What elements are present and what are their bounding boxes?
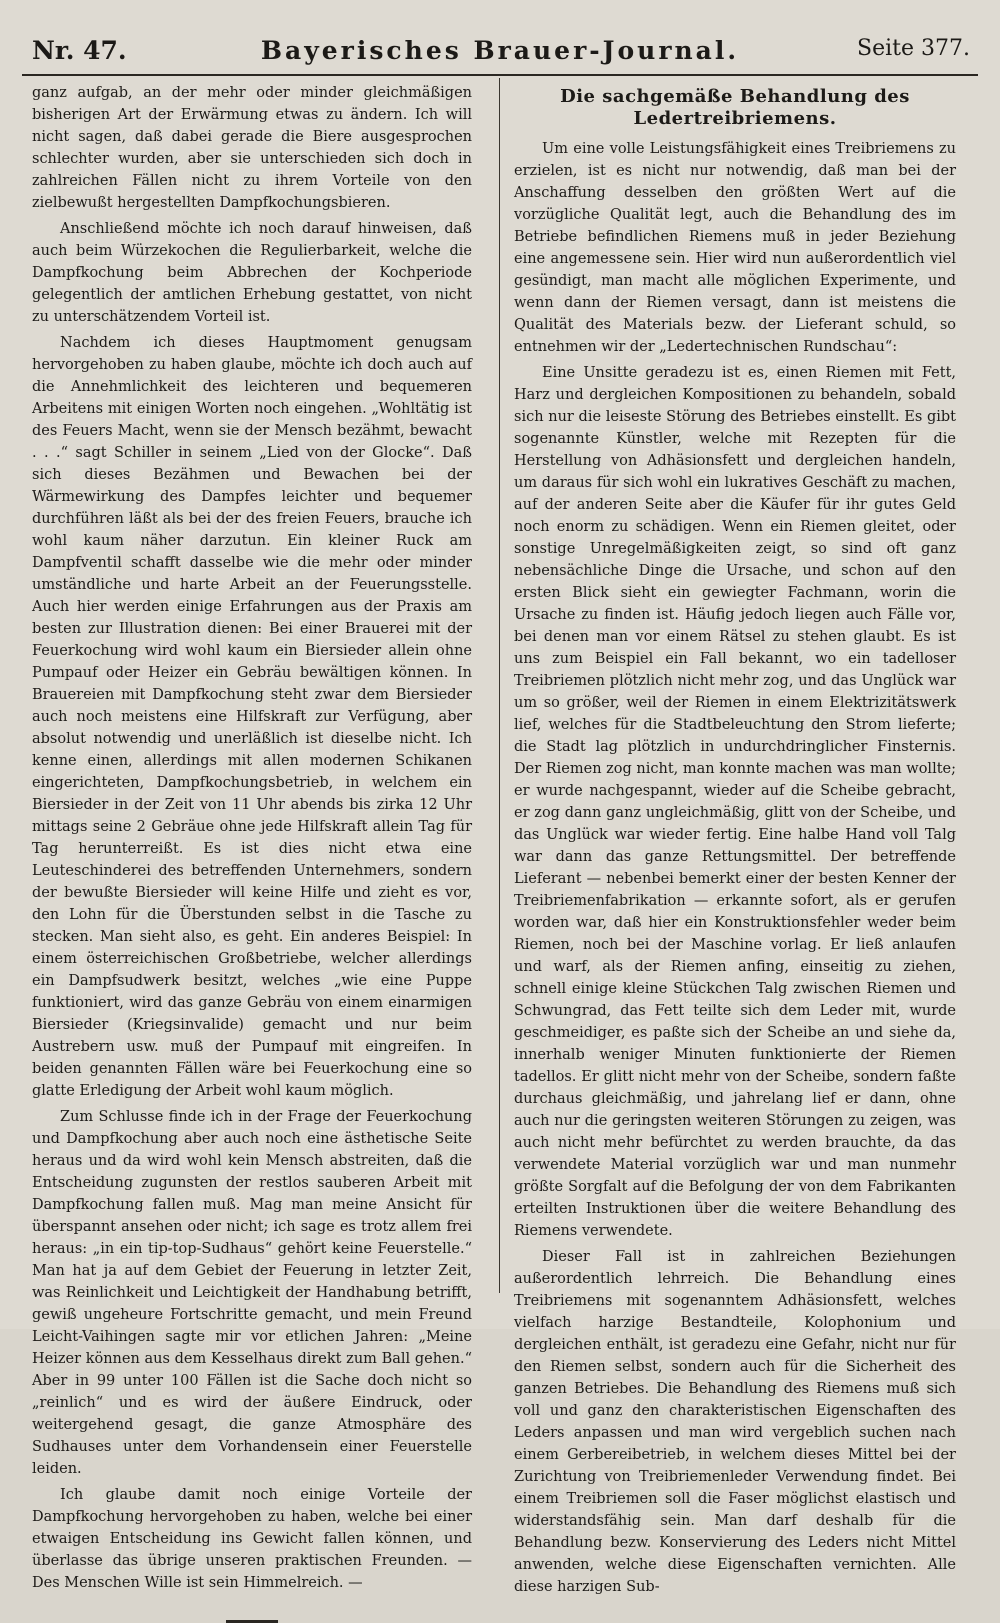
right-paragraph-1: Um eine volle Leistungsfähigkeit eines Treibriemens zu erzielen, ist es nicht nur notwendig, daß man bei der Anschaffung desselben den größten Wert auf die vorzügliche Qualität legt, auch die Behandlung des im Betriebe befindlichen Riemens muß in jeder Beziehung eine angemessene sein. Hier wird nun außerordentlich viel gesündigt, man macht alle möglichen Experimente, und wenn dann der Riemen versagt, dann ist meistens die Qualität des Materials bezw. der Lieferant schuld, so entnehmen wir der „Ledertechnischen Rundschau“:	[514, 141, 956, 355]
left-paragraph-4: Zum Schlusse finde ich in der Frage der Feuerkochung und Dampfkochung aber auch noch eine ästhetische Seite heraus und da wird wohl kein Mensch abstreiten, daß die Entscheidung zugunsten der restlos sauberen Arbeit mit Dampfkochung fallen muß. Mag man meine Ansicht für überspannt ansehen oder nicht; ich sage es trotz allem frei heraus: „in ein tip-top-Sudhaus“ gehört keine Feuerstelle.“ Man hat ja auf dem Gebiet der Feuerung in letzter Zeit, was Reinlichkeit und Leichtigkeit der Handhabung betrifft, gewiß ungeheure Fortschritte gemacht, und mein Freund Leicht-Vaihingen sagte mir vor etlichen Jahren: „Meine Heizer können aus dem Kesselhaus direkt zum Ball gehen.“ Aber in 99 unter 100 Fällen ist die Sache doch nicht so „reinlich“ und es wird der äußere Eindruck, oder weitergehend gesagt, die ganze Atmosphäre des Sudhauses unter dem Vorhandensein einer Feuerstelle leiden.	[32, 1109, 472, 1477]
left-paragraph-2: Anschließend möchte ich noch darauf hinweisen, daß auch beim Würzekochen die Regulierbarkeit, welche die Dampfkochung beim Abbrechen der Kochperiode gelegentlich der amtlichen Erhebung gestattet, von nicht zu unterschätzendem Vorteil ist.	[32, 221, 472, 325]
issue-number: Nr. 47.	[32, 36, 127, 65]
page-number: Seite 377.	[857, 36, 970, 61]
right-column	[514, 82, 956, 1602]
column-divider	[499, 78, 500, 1293]
left-column	[32, 82, 472, 1623]
journal-title: Bayerisches Brauer-Journal.	[260, 36, 740, 65]
left-paragraph-5: Ich glaube damit noch einige Vorteile der Dampfkochung hervorgehoben zu haben, welche bei einer etwaigen Entscheidung ins Gewicht fallen können, und überlasse das übrige unseren praktischen Freunden. — Des Menschen Wille ist sein Himmelreich. —	[32, 1487, 472, 1591]
right-paragraph-3: Dieser Fall ist in zahlreichen Beziehungen außerordentlich lehrreich. Die Behandlung eines Treibriemens mit sogenanntem Adhäsionsfett, welches vielfach harzige Bestandteile, Kolophonium und dergleichen enthält, ist geradezu eine Gefahr, nicht nur für den Riemen selbst, sondern auch für die Sicherheit des ganzen Betriebes. Die Behandlung des Riemens muß sich voll und ganz den charakteristischen Eigenschaften des Leders anpassen und man wird vergeblich suchen nach einem Gerbereibetrieb, in welchem dieses Mittel bei der Zurichtung von Treibriemenleder Verwendung findet. Bei einem Treibriemen soll die Faser möglichst elastisch und widerstandsfähig sein. Man darf deshalb für die Behandlung bezw. Konservierung des Leders nicht Mittel anwenden, welche diese Eigenschaften vernichten. Alle diese harzigen Sub-	[514, 1249, 956, 1595]
page-header	[22, 28, 978, 76]
left-paragraph-3: Nachdem ich dieses Hauptmoment genugsam hervorgehoben zu haben glaube, möchte ich doch auch auf die Annehmlichkeit des leichteren und bequemeren Arbeitens mit einigen Worten noch eingehen. „Wohltätig ist des Feuers Macht, wenn sie der Mensch bezähmt, bewacht . . .“ sagt Schiller in seinem „Lied von der Glocke“. Daß sich dieses Bezähmen und Bewachen bei der Wärmewirkung des Dampfes leichter und bequemer durchführen läßt als bei der des freien Feuers, brauche ich wohl kaum näher darzutun. Ein kleiner Ruck am Dampfventil schafft dasselbe wie die mehr oder minder umständliche und harte Arbeit an der Feuerungsstelle. Auch hier werden einige Erfahrungen aus der Praxis am besten zur Illustration dienen: Bei einer Brauerei mit der Feuerkochung wird wohl kaum ein Biersieder allein ohne Pumpauf oder Heizer ein Gebräu bewältigen können. In Brauereien mit Dampfkochung steht zwar dem Biersieder auch noch meistens eine Hilfskraft zur Verfügung, aber absolut notwendig und unerläßlich ist dieselbe nicht. Ich kenne einen, allerdings mit allen modernen Schikanen eingerichteten, Dampfkochungsbetrieb, in welchem ein Biersieder in der Zeit von 11 Uhr abends bis zirka 12 Uhr mittags seine 2 Gebräue ohne jede Hilfskraft allein Tag für Tag herunterreißt. Es ist dies nicht etwa eine Leuteschinderei des betreffenden Unternehmers, sondern der bewußte Biersieder will keine Hilfe und zieht es vor, den Lohn für die Überstunden selbst in die Tasche zu stecken. Man sieht also, es geht. Ein anderes Beispiel: In einem österreichischen Großbetriebe, welcher allerdings ein Dampfsudwerk besitzt, welches „wie eine Puppe funktioniert, wird das ganze Gebräu von einem einarmigen Biersieder (Kriegsinvalide) gemacht und nur beim Austrebern usw. muß der Pumpauf mit eingreifen. In beiden genannten Fällen wäre bei Feuerkochung eine so glatte Erledigung der Arbeit wohl kaum möglich.	[32, 335, 472, 1099]
right-paragraph-2: Eine Unsitte geradezu ist es, einen Riemen mit Fett, Harz und dergleichen Kompositionen zu behandeln, sobald sich nur die leiseste Störung des Betriebes einstellt. Es gibt sogenannte Künstler, welche mit Rezepten für die Herstellung von Adhäsionsfett und dergleichen handeln, um daraus für sich wohl ein lukratives Geschäft zu machen, auf der anderen Seite aber die Käufer für ihr gutes Geld noch enorm zu schädigen. Wenn ein Riemen gleitet, oder sonstige Unregelmäßigkeiten zeigt, so sind oft ganz nebensächliche Dinge die Ursache, und schon auf den ersten Blick sieht ein gewiegter Fachmann, worin die Ursache zu finden ist. Häufig jedoch liegen auch Fälle vor, bei denen man vor einem Rätsel zu stehen glaubt. Es ist uns zum Beispiel ein Fall bekannt, wo ein tadelloser Treibriemen plötzlich nicht mehr zog, und das Unglück war um so größer, weil der Riemen in einem Elektrizitätswerk lief, welches für die Stadtbeleuchtung den Strom lieferte; die Stadt lag plötzlich in undurchdringlicher Finsternis. Der Riemen zog nicht, man konnte machen was man wollte; er wurde nachgespannt, wieder auf die Scheibe gebracht, er zog dann ganz ungleichmäßig, glitt von der Scheibe, und das Unglück war wieder fertig. Eine halbe Hand voll Talg war dann das ganze Rettungsmittel. Der betreffende Lieferant — nebenbei bemerkt einer der besten Kenner der Treibriemenfabrikation — erkannte sofort, als er gerufen worden war, daß hier ein Konstruktionsfehler weder beim Riemen, noch bei der Maschine vorlag. Er ließ anlaufen und warf, als der Riemen anfing, einseitig zu ziehen, schnell einige kleine Stückchen Talg zwischen Riemen und Schwungrad, das Fett teilte sich dem Leder mit, wurde geschmeidiger, es paßte sich der Scheibe an und siehe da, innerhalb weniger Minuten funktionierte der Riemen tadellos. Er glitt nicht mehr von der Scheibe, sondern faßte durchaus gleichmäßig, und jahrelang lief er dann, ohne auch nur die geringsten weiteren Störungen zu zeigen, was auch nicht mehr befürchtet zu werden brauchte, da das verwendete Material vorzüglich war und man nunmehr größte Sorgfalt auf die Befolgung der von dem Fabrikanten erteilten Instruktionen über die weitere Behandlung des Riemens verwendete.	[514, 365, 956, 1239]
article-title: Die sachgemäße Behandlung des Ledertreibriemens.	[560, 86, 910, 129]
left-paragraph-1: ganz aufgab, an der mehr oder minder gleichmäßigen bisherigen Art der Erwärmung etwas zu ändern. Ich will nicht sagen, daß dabei gerade die Biere ausgesprochen schlechter wurden, aber sie unterschieden sich doch in zahlreichen Fällen nicht zu ihrem Vorteile von den zielbewußt hergestellten Dampfkochungsbieren.	[32, 85, 472, 211]
